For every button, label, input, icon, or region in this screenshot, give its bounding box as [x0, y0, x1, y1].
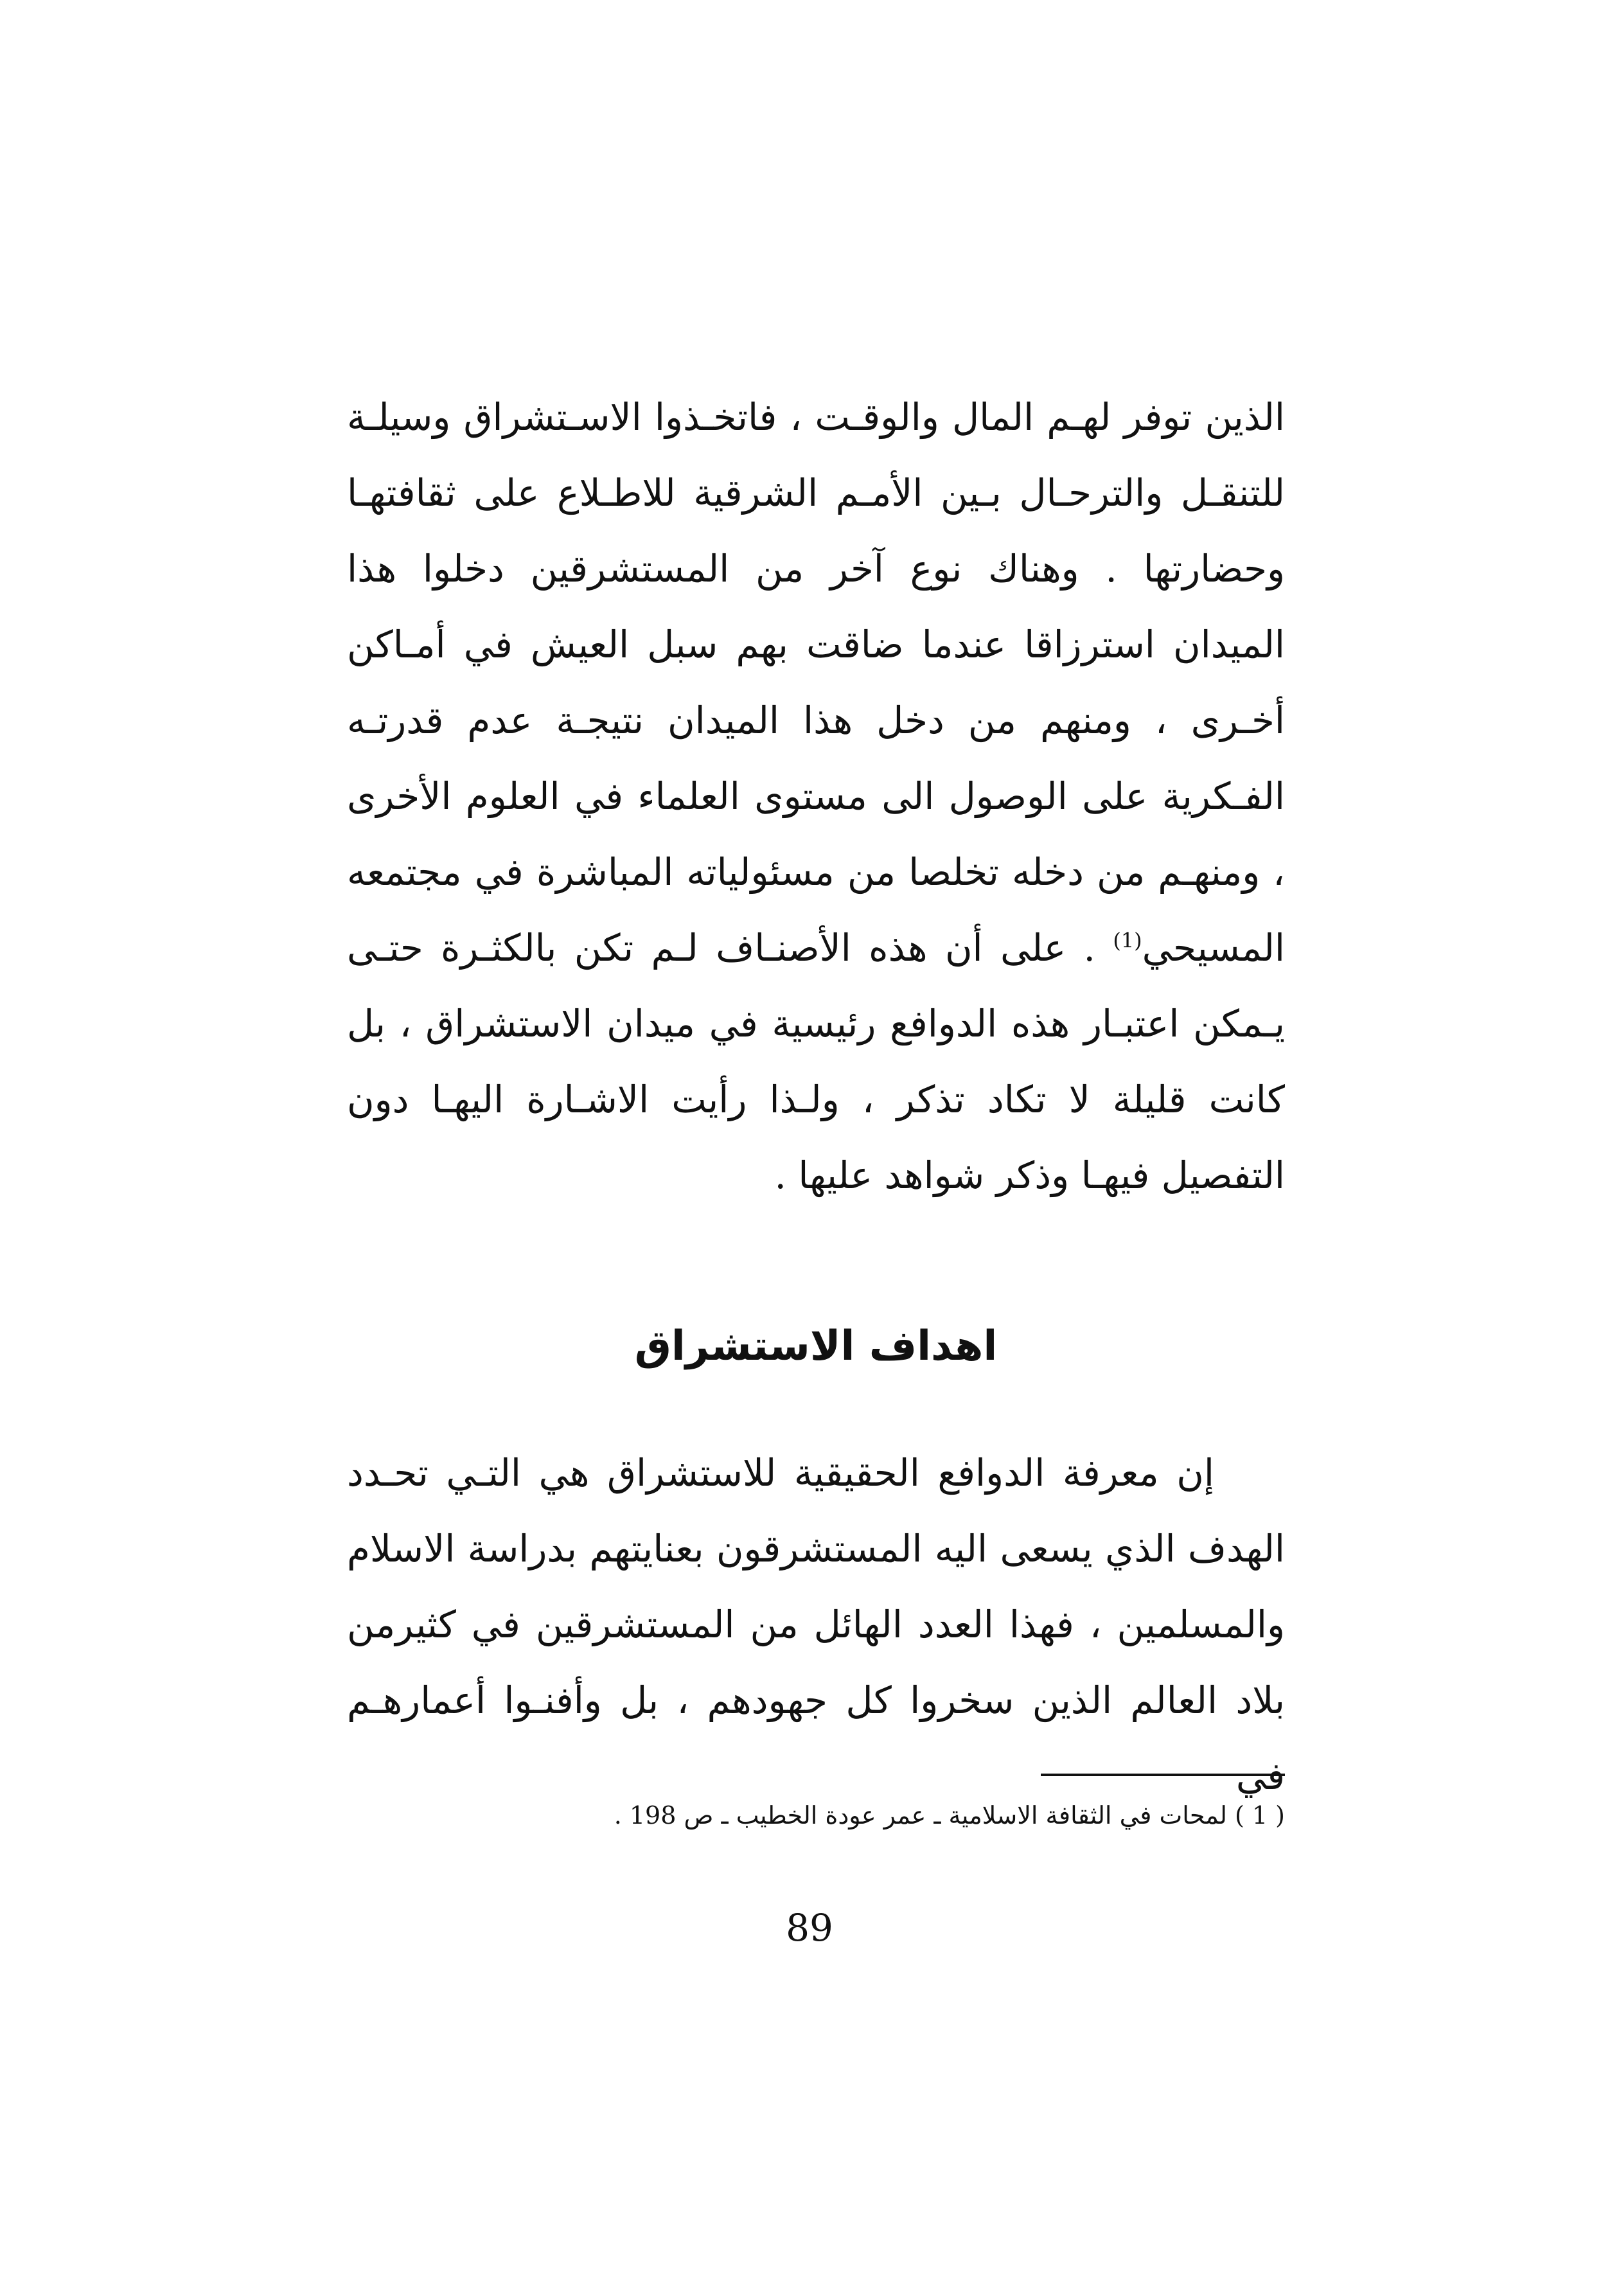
- footnote: ( 1 ) لمحات في الثقافة الاسلامية ـ عمر عودة الخطيب ـ ص 198 .: [614, 1801, 1285, 1829]
- paragraph-1-text-b: . على أن هذه الأصنـاف لـم تكن بالكثـرة حتـى يـمكن اعتبـار هذه الدوافع رئيسية في ميدان الاستشراق ، بل كانت قليلة لا تكاد تذكر ، ولـذا رأيت الاشـارة اليهـا دون التفصيل فيهـا وذكر شواهد عليها .: [347, 926, 1285, 1197]
- paragraph-1-text-a: الذين توفر لهـم المال والوقـت ، فاتخـذوا الاسـتشراق وسيلـة للتنقـل والترحـال بـين الأمـم الشرقية للاطـلاع على ثقافتهـا وحضارتها . وهناك نوع آخر من المستشرقين دخلوا هذا الميدان استرزاقا عندما ضاقت بهم سبل العيش في أمـاكن أخـرى ، ومنهم من دخل هذا الميدان نتيجـة عدم قدرتـه الفـكرية على الوصول الى مستوى العلماء في العلوم الأخرى ، ومنهـم من دخله تخلصا من مسئولياته المباشرة في مجتمعه المسيحي: [347, 395, 1285, 970]
- paragraph-1: [347, 379, 1285, 1213]
- page-number: 89: [786, 1906, 833, 1950]
- footnote-divider: [1041, 1774, 1285, 1776]
- section-heading: اهداف الاستشراق: [634, 1322, 998, 1370]
- paragraph-2: إن معرفة الدوافع الحقيقية للاستشراق هي التـي تحـدد الهدف الذي يسعى اليه المستشرقون بعنايتهم بدراسة الاسلام والمسلمين ، فهذا العدد الهائل من المستشرقين في كثيرمن بلاد العالم الذين سخروا كل جهودهم ، بل وأفنـوا أعمارهـم في: [347, 1451, 1285, 1798]
- footnote-marker: (1): [1113, 928, 1142, 953]
